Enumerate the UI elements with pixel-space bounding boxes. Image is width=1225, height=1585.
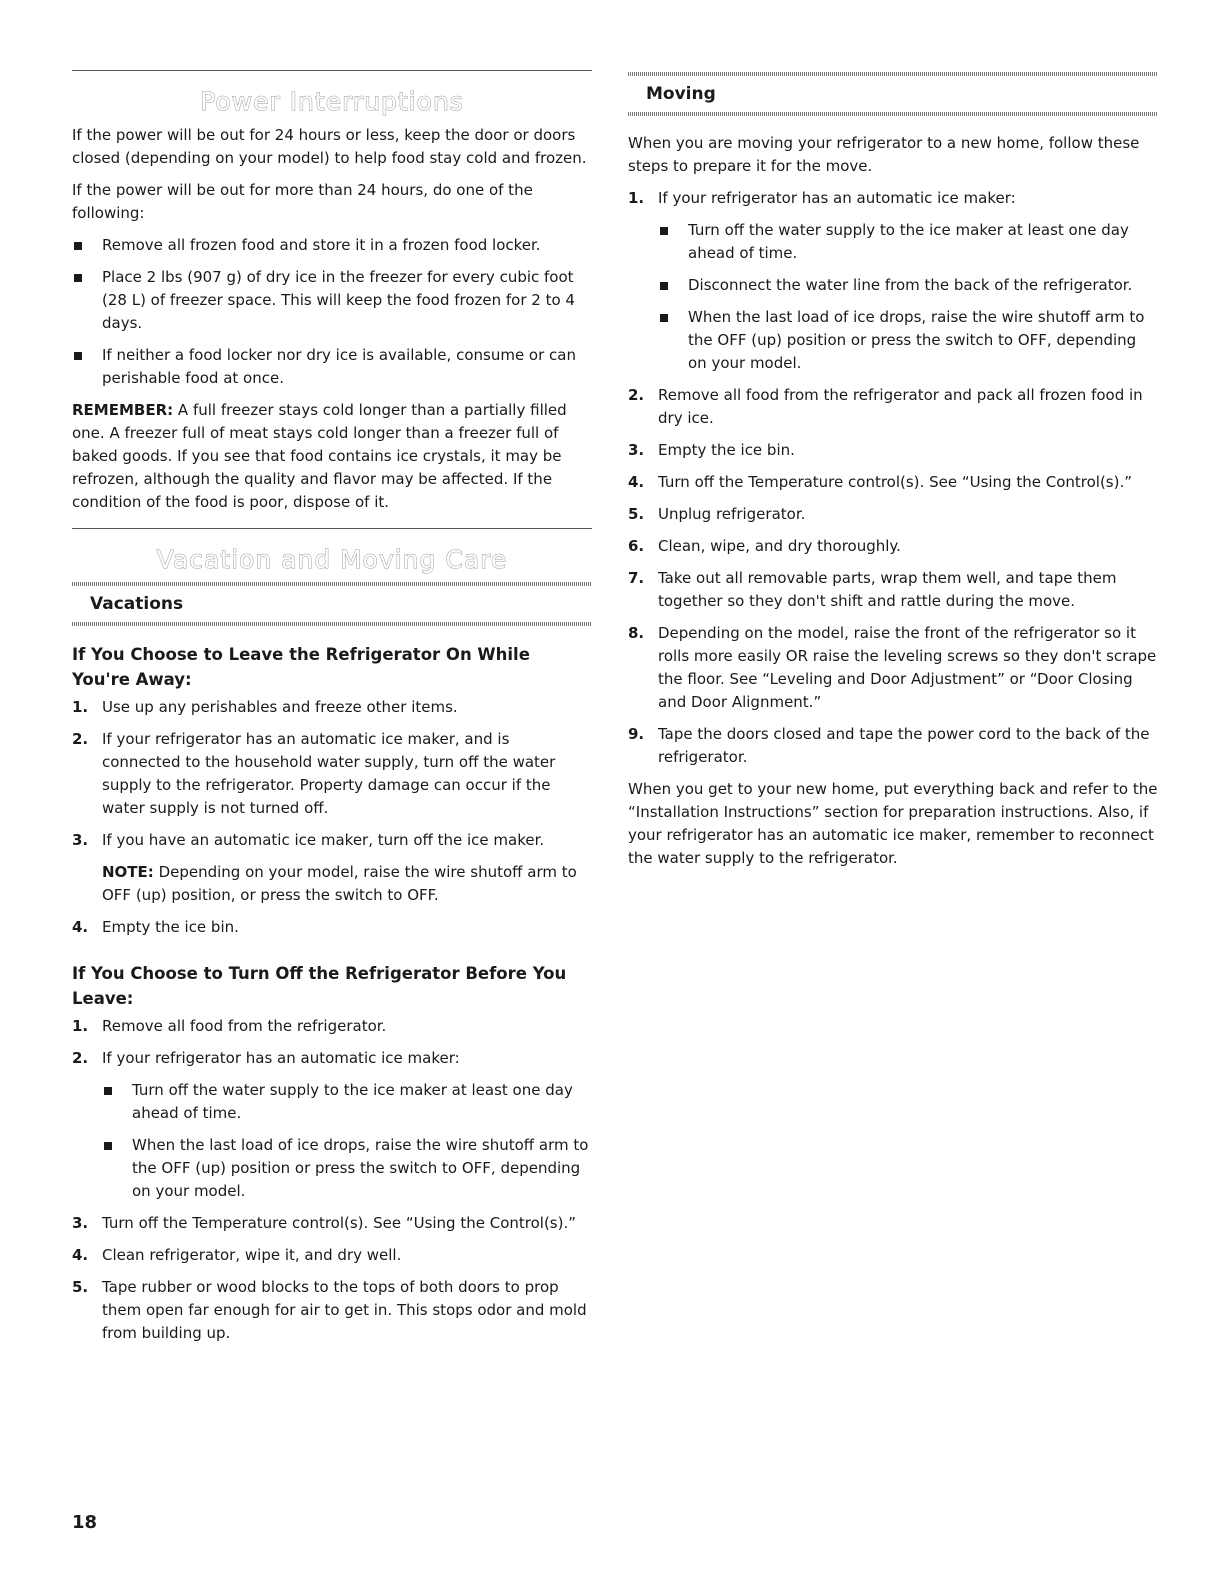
list-item: 3. If you have an automatic ice maker, turn off the ice maker. NOTE: Depending on your model, raise the wire shutoff arm to OFF (up) position, or press the switch to OFF.	[72, 829, 592, 907]
note-paragraph: NOTE: Depending on your model, raise the wire shutoff arm to OFF (up) position, or press the switch to OFF.	[102, 863, 577, 904]
power-paragraph-1: If the power will be out for 24 hours or less, keep the door or doors closed (depending on your model) to help food stay cold and frozen.	[72, 126, 587, 167]
moving-intro: When you are moving your refrigerator to a new home, follow these steps to prepare it for the move.	[628, 134, 1140, 175]
list-item: Turn off the water supply to the ice maker at least one day ahead of time.	[102, 1079, 592, 1125]
leave-on-steps	[72, 696, 592, 939]
left-column	[72, 70, 592, 1354]
vacations-subtitle: Vacations	[90, 594, 184, 614]
list-item: 6. Clean, wipe, and dry thoroughly.	[628, 537, 901, 555]
list-item: When the last load of ice drops, raise the wire shutoff arm to the OFF (up) position or press the switch to OFF, depending on your model.	[658, 306, 1158, 375]
page-number: 18	[72, 1512, 98, 1533]
list-item: 1. Remove all food from the refrigerator.	[72, 1017, 387, 1035]
list-item: Remove all frozen food and store it in a frozen food locker.	[72, 234, 592, 257]
remember-label: REMEMBER:	[72, 401, 174, 419]
list-item: When the last load of ice drops, raise the wire shutoff arm to the OFF (up) position or press the switch to OFF, depending on your model.	[102, 1134, 592, 1203]
remember-paragraph	[72, 399, 592, 514]
list-item: 2. If your refrigerator has an automatic ice maker, and is connected to the household water supply, turn off the water supply to the refrigerator. Property damage can occur if the water supply is not turned off.	[72, 730, 556, 817]
top-rule	[72, 70, 592, 71]
turn-off-heading: If You Choose to Turn Off the Refrigerator Before You Leave:	[72, 964, 567, 1008]
list-item: Turn off the water supply to the ice maker at least one day ahead of time.	[658, 219, 1158, 265]
moving-sub-bullets	[658, 219, 1158, 375]
list-item: 5. Unplug refrigerator.	[628, 505, 806, 523]
list-item: 3. Turn off the Temperature control(s). See “Using the Control(s).”	[72, 1214, 577, 1232]
turn-off-sub-bullets	[102, 1079, 592, 1203]
list-item: 2. If your refrigerator has an automatic ice maker: Turn off the water supply to the ice maker at least one day ahead of time. When the last load of ice drops, raise the wire shutoff arm to the OFF (up) position or press the switch to OFF, depending on your model.	[72, 1047, 592, 1203]
list-item: If neither a food locker nor dry ice is available, consume or can perishable food at once.	[72, 344, 592, 390]
hatch-rule	[628, 112, 1158, 116]
list-item: Place 2 lbs (907 g) of dry ice in the freezer for every cubic foot (28 L) of freezer space. This will keep the food frozen for 2 to 4 days.	[72, 266, 592, 335]
power-paragraph-2: If the power will be out for more than 24 hours, do one of the following:	[72, 181, 533, 222]
leave-on-heading: If You Choose to Leave the Refrigerator On While You're Away:	[72, 645, 530, 689]
list-item: 4. Empty the ice bin.	[72, 918, 239, 936]
vacation-moving-title: Vacation and Moving Care	[156, 545, 508, 574]
moving-closing: When you get to your new home, put everything back and refer to the “Installation Instructions” section for preparation instructions. Also, if your refrigerator has an automatic ice maker, remember to reconnect the water supply to the refrigerator.	[628, 780, 1158, 867]
list-item: 3. Empty the ice bin.	[628, 441, 795, 459]
moving-steps	[628, 187, 1158, 769]
moving-subtitle: Moving	[646, 84, 716, 104]
power-interruptions-title: Power Interruptions	[200, 87, 464, 116]
list-item: 4. Turn off the Temperature control(s). See “Using the Control(s).”	[628, 473, 1133, 491]
section-rule	[72, 528, 592, 529]
list-item: 1. If your refrigerator has an automatic ice maker: Turn off the water supply to the ice maker at least one day ahead of time. Disconnect the water line from the back of the refrigerator. When the last load of ice drops, raise the wire shutoff arm to the OFF (up) position or press the switch to OFF, depending on your model.	[628, 187, 1158, 375]
turn-off-steps	[72, 1015, 592, 1345]
list-item: 7. Take out all removable parts, wrap them well, and tape them together so they don't shift and rattle during the move.	[628, 569, 1117, 610]
hatch-rule	[72, 622, 592, 626]
remember-text: A full freezer stays cold longer than a partially filled one. A freezer full of meat stays cold longer than a freezer full of baked goods. If you see that food contains ice crystals, it may be refrozen, although the quality and flavor may be affected. If the condition of the food is poor, dispose of it.	[72, 401, 567, 511]
list-item: Disconnect the water line from the back of the refrigerator.	[658, 274, 1158, 297]
list-item: 1. Use up any perishables and freeze other items.	[72, 698, 458, 716]
list-item: 5. Tape rubber or wood blocks to the tops of both doors to prop them open far enough for air to get in. This stops odor and mold from building up.	[72, 1278, 587, 1342]
right-column	[628, 72, 1158, 879]
list-item: 2. Remove all food from the refrigerator and pack all frozen food in dry ice.	[628, 386, 1143, 427]
list-item: 8. Depending on the model, raise the front of the refrigerator so it rolls more easily OR raise the leveling screws so they don't scrape the floor. See “Leveling and Door Adjustment” or “Door Closing and Door Alignment.”	[628, 624, 1157, 711]
power-bullet-list	[72, 234, 592, 390]
list-item: 9. Tape the doors closed and tape the power cord to the back of the refrigerator.	[628, 725, 1150, 766]
list-item: 4. Clean refrigerator, wipe it, and dry well.	[72, 1246, 402, 1264]
